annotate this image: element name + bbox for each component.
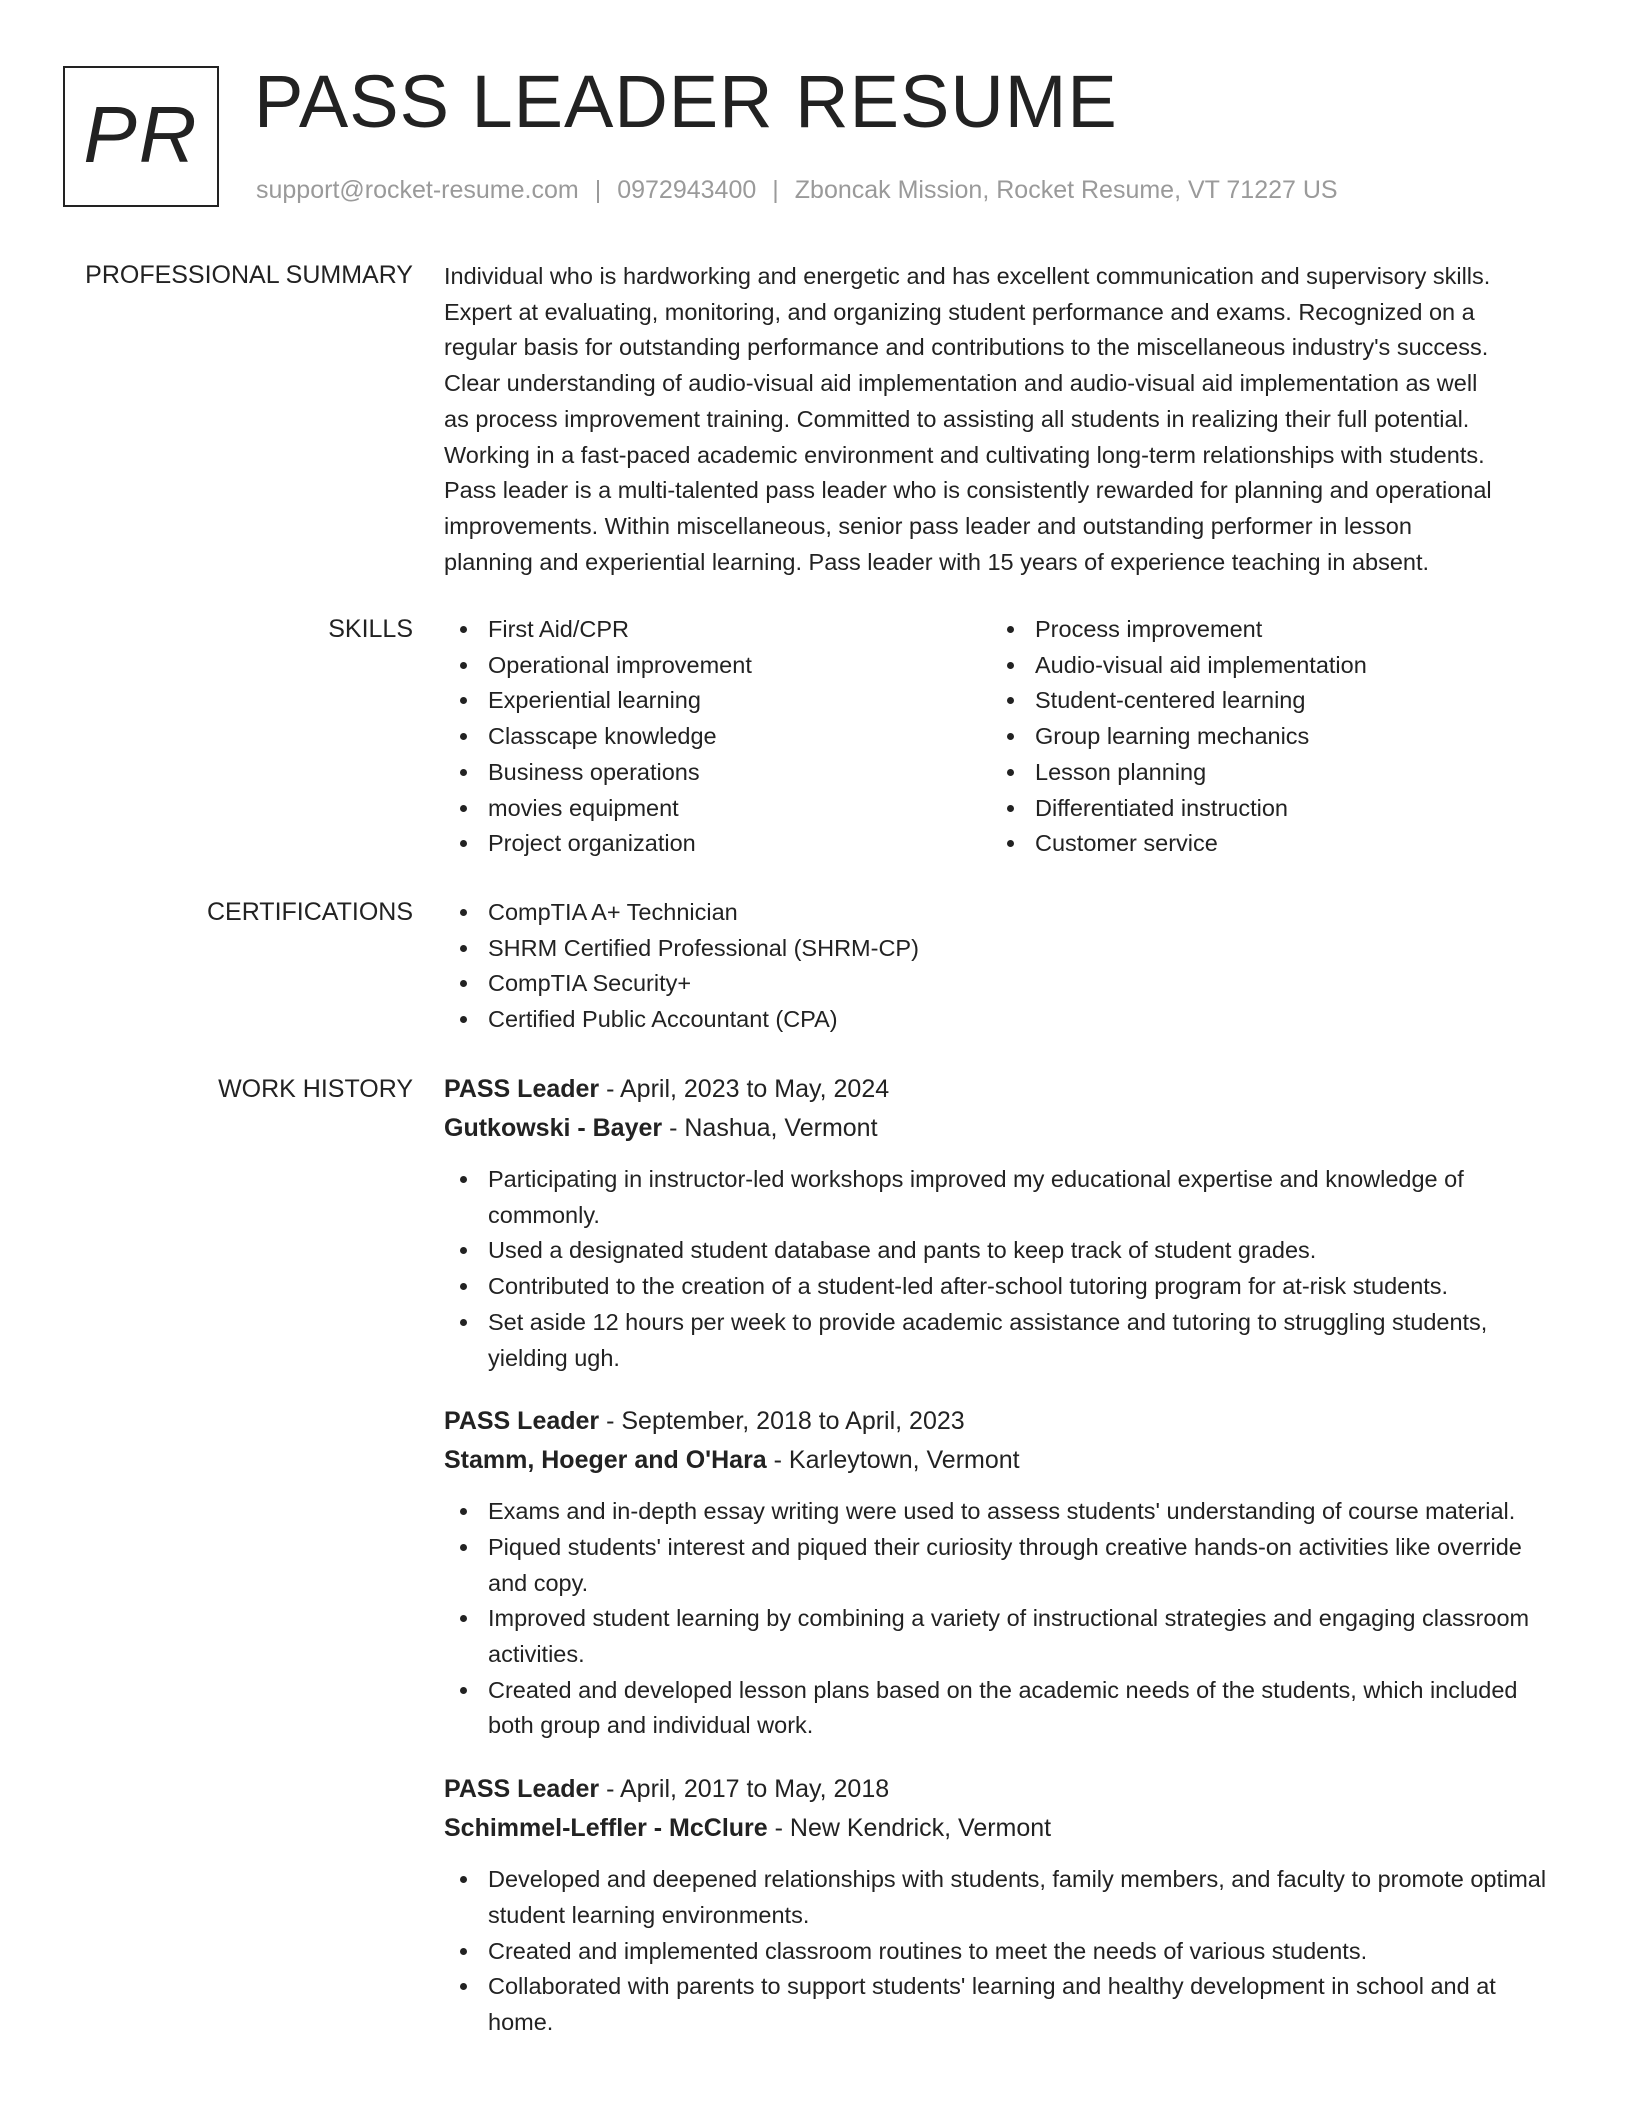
- skills-column-right: [991, 612, 1538, 862]
- job-company-line: [444, 1109, 1564, 1148]
- job-bullet: Exams and in-depth essay writing were used to assess students' understanding of course material.: [488, 1494, 1564, 1530]
- skill-item: Audio-visual aid implementation: [1035, 648, 1538, 684]
- skill-item: Operational improvement: [488, 648, 991, 684]
- contact-line: [256, 173, 1338, 207]
- section-label-skills: SKILLS: [328, 615, 413, 643]
- section-label-summary: PROFESSIONAL SUMMARY: [85, 261, 413, 289]
- job-bullet: Used a designated student database and pants to keep track of student grades.: [488, 1233, 1564, 1269]
- job-company-line: [444, 1809, 1564, 1848]
- skills-column-left: [444, 612, 991, 862]
- job-entry: [444, 1770, 1564, 2041]
- certifications-list: [444, 895, 1564, 1038]
- skill-item: Group learning mechanics: [1035, 719, 1538, 755]
- certification-item: Certified Public Accountant (CPA): [488, 1002, 1564, 1038]
- skill-item: Classcape knowledge: [488, 719, 991, 755]
- monogram-initials: PR: [83, 89, 199, 179]
- resume-title: PASS LEADER RESUME: [254, 60, 1118, 143]
- skill-item: Project organization: [488, 826, 991, 862]
- skills-grid: [444, 612, 1564, 862]
- skill-item: Process improvement: [1035, 612, 1538, 648]
- summary-line: improvements. Within miscellaneous, senior pass leader and outstanding performer in lesson: [444, 512, 1412, 539]
- job-location: - Nashua, Vermont: [662, 1114, 878, 1142]
- summary-line: as process improvement training. Committed to assisting all students in realizing their full potential.: [444, 405, 1470, 432]
- job-title: PASS Leader: [444, 1407, 600, 1436]
- job-bullet: Developed and deepened relationships with students, family members, and faculty to promote optimal student learning environments.: [488, 1862, 1564, 1933]
- summary-text: [444, 259, 1564, 580]
- skill-item: Business operations: [488, 755, 991, 791]
- skill-item: First Aid/CPR: [488, 612, 991, 648]
- skill-item: Student-centered learning: [1035, 683, 1538, 719]
- job-dates: - September, 2018 to April, 2023: [599, 1407, 965, 1436]
- summary-line: Clear understanding of audio-visual aid implementation and audio-visual aid implementation as well: [444, 370, 1478, 397]
- skill-item: Customer service: [1035, 826, 1538, 862]
- job-dates: - April, 2017 to May, 2018: [599, 1775, 890, 1804]
- contact-email[interactable]: support@rocket-resume.com: [256, 176, 579, 204]
- section-label-work: WORK HISTORY: [218, 1075, 413, 1103]
- job-company: Gutkowski - Bayer: [444, 1114, 663, 1142]
- job-bullet: Collaborated with parents to support students' learning and healthy development in school and at home.: [488, 1969, 1564, 2040]
- job-bullet: Participating in instructor-led workshops improved my educational expertise and knowledge of commonly.: [488, 1162, 1564, 1233]
- skill-item: Experiential learning: [488, 683, 991, 719]
- contact-separator: |: [772, 176, 779, 204]
- job-location: - New Kendrick, Vermont: [767, 1814, 1052, 1843]
- job-title: PASS Leader: [444, 1775, 600, 1804]
- job-bullet: Contributed to the creation of a student-led after-school tutoring program for at-risk students.: [488, 1269, 1564, 1305]
- job-dates: - April, 2023 to May, 2024: [599, 1075, 890, 1103]
- job-entry: [444, 1402, 1564, 1744]
- job-location: - Karleytown, Vermont: [766, 1446, 1020, 1475]
- skill-item: movies equipment: [488, 791, 991, 827]
- job-title: PASS Leader: [444, 1075, 600, 1103]
- contact-address: Zboncak Mission, Rocket Resume, VT 71227 US: [794, 176, 1338, 204]
- contact-separator: |: [594, 176, 602, 204]
- job-bullet: Set aside 12 hours per week to provide academic assistance and tutoring to struggling students, yielding ugh.: [488, 1305, 1564, 1376]
- section-label-certifications: CERTIFICATIONS: [206, 898, 413, 926]
- summary-line: planning and experiential learning. Pass leader with 15 years of experience teaching in absent.: [444, 548, 1430, 575]
- job-company: Schimmel-Leffler - McClure: [444, 1814, 768, 1843]
- job-company-line: [444, 1441, 1564, 1480]
- certification-item: CompTIA Security+: [488, 966, 1564, 1002]
- summary-line: Pass leader is a multi-talented pass leader who is consistently rewarded for planning and operational: [444, 477, 1492, 504]
- monogram-badge: [63, 66, 219, 207]
- job-bullet: Improved student learning by combining a variety of instructional strategies and engaging classroom activities.: [488, 1601, 1564, 1672]
- summary-line: Working in a fast-paced academic environment and cultivating long-term relationships with students.: [444, 441, 1485, 468]
- certification-item: SHRM Certified Professional (SHRM-CP): [488, 931, 1564, 967]
- summary-line: regular basis for outstanding performance and contributions to the miscellaneous industry's success.: [444, 334, 1489, 361]
- job-title-line: [444, 1402, 1564, 1441]
- skill-item: Lesson planning: [1035, 755, 1538, 791]
- job-entry: [444, 1070, 1564, 1376]
- job-bullet: Piqued students' interest and piqued their curiosity through creative hands-on activities like override and copy.: [488, 1530, 1564, 1601]
- job-title-line: [444, 1070, 1564, 1109]
- summary-line: Individual who is hardworking and energetic and has excellent communication and supervisory skills.: [444, 263, 1491, 289]
- skill-item: Differentiated instruction: [1035, 791, 1538, 827]
- job-company: Stamm, Hoeger and O'Hara: [444, 1446, 767, 1475]
- job-bullet: Created and developed lesson plans based on the academic needs of the students, which included both group and individual work.: [488, 1673, 1564, 1744]
- certification-item: CompTIA A+ Technician: [488, 895, 1564, 931]
- contact-phone[interactable]: 0972943400: [617, 176, 757, 204]
- summary-line: Expert at evaluating, monitoring, and organizing student performance and exams. Recognized on a: [444, 298, 1475, 325]
- work-history-list: [444, 1070, 1564, 2041]
- job-bullet: Created and implemented classroom routines to meet the needs of various students.: [488, 1934, 1564, 1970]
- job-title-line: [444, 1770, 1564, 1809]
